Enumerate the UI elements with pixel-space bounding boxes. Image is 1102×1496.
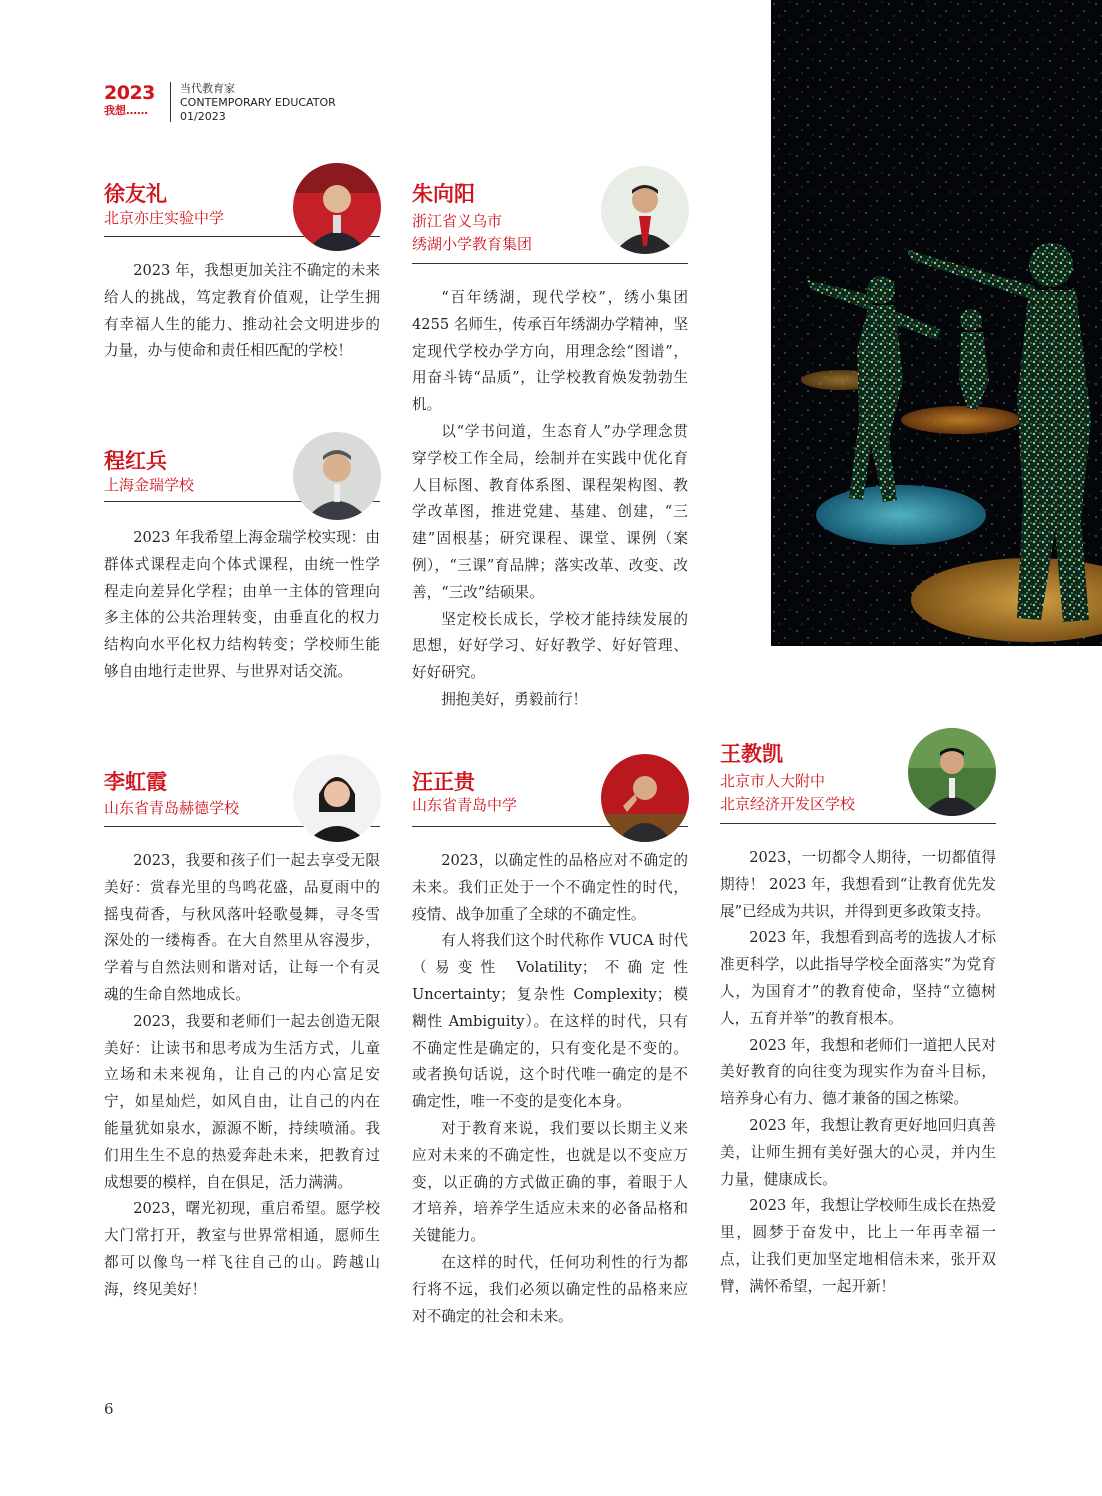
magazine-name-en: CONTEMPORARY EDUCATOR bbox=[180, 96, 336, 109]
avatar bbox=[908, 728, 996, 816]
avatar bbox=[601, 166, 689, 254]
sculpture-photo bbox=[771, 0, 1102, 646]
issue-number: 01/2023 bbox=[180, 110, 226, 123]
avatar bbox=[293, 163, 381, 251]
name-rule bbox=[720, 823, 996, 824]
person-name: 汪正贵 bbox=[412, 770, 475, 794]
person-org: 北京经济开发区学校 bbox=[720, 795, 856, 813]
magazine-name-cn: 当代教育家 bbox=[180, 82, 235, 95]
person-org: 浙江省义乌市 bbox=[412, 212, 503, 230]
person-org: 上海金瑞学校 bbox=[104, 476, 195, 494]
page-number: 6 bbox=[104, 1400, 114, 1418]
person-name: 程红兵 bbox=[104, 449, 167, 473]
person-name: 王教凯 bbox=[720, 742, 783, 766]
avatar bbox=[293, 754, 381, 842]
person-name: 徐友礼 bbox=[104, 182, 167, 206]
person-org: 北京亦庄实验中学 bbox=[104, 209, 225, 227]
person-org: 绣湖小学教育集团 bbox=[412, 235, 533, 253]
header-subtitle: 我想…… bbox=[104, 104, 148, 117]
header-divider bbox=[170, 82, 171, 122]
person-org: 山东省青岛赫德学校 bbox=[104, 799, 240, 817]
avatar bbox=[601, 754, 689, 842]
quote-text: 2023，一切都令人期待，一切都值得期待！ 2023 年，我想看到“让教育优先发展”已经成为共识，并得到更多政策支持。 2023 年，我想看到高考的选拔人才标准更科学，以此指导学校全面落实“为党育人，为国育才”的教育使命，坚持“立德树人，五育并举”的教育根本。 2023 年，我想和老师们一道把人民对美好教育的向往变为现实作为奋斗目标，培养身心有力、德才兼备的国之栋梁。 2023 年，我想让教育更好地回归真善美，让师生拥有美好强大的心灵，并内生力量，健康成长。 2023 年，我想让学校师生成长在热爱里，圆梦于奋发中，比上一年再幸福一点，让我们更加坚定地相信未来，张开双臂，满怀希望，一起开新！ bbox=[720, 849, 996, 1295]
header-year: 2023 bbox=[104, 82, 155, 104]
quote-text: 2023 年我希望上海金瑞学校实现：由群体式课程走向个体式课程，由统一性学程走向差异化学程；由单一主体的管理向多主体的公共治理转变，由垂直化的权力结构向水平化权力结构转变；学校师生能够自由地行走世界、与世界对话交流。 bbox=[104, 529, 380, 680]
person-name: 朱向阳 bbox=[412, 182, 475, 206]
magazine-masthead bbox=[180, 82, 336, 124]
name-rule bbox=[412, 263, 688, 264]
avatar bbox=[293, 432, 381, 520]
quote-text: 2023 年，我想更加关注不确定的未来给人的挑战，笃定教育价值观，让学生拥有幸福人生的能力、推动社会文明进步的力量，办与使命和责任相匹配的学校！ bbox=[104, 262, 380, 360]
quote-text: “百年绣湖，现代学校”，绣小集团 4255 名师生，传承百年绣湖办学精神，坚定现代学校办学方向，用理念绘“图谱”，用奋斗铸“品质”，让学校教育焕发勃勃生机。 以“学书问道，生态育人”办学理念贯穿学校工作全局，绘制并在实践中优化育人目标图、教育体系图、课程架构图、教学改革图，推进党建、基建、创建，“三建”固根基；研究课程、课堂、课例（案例），“三课”育品牌；落实改革、改变、改善，“三改”结硕果。 坚定校长成长，学校才能持续发展的思想，好好学习、好好教学、好好管理、好好研究。 拥抱美好，勇毅前行！ bbox=[412, 289, 688, 708]
quote-text: 2023，我要和孩子们一起去享受无限美好：赏春光里的鸟鸣花盛，品夏雨中的摇曳荷香，与秋风落叶轻歌曼舞，寻冬雪深处的一缕梅香。在大自然里从容漫步，学着与自然法则和谐对话，让每一个有灵魂的生命自然地成长。 2023，我要和老师们一起去创造无限美好：让读书和思考成为生活方式，儿童立场和未来视角，让自己的内心富足安宁，如星灿烂，如风自由，让自己的内在能量犹如泉水，源源不断，持续喷涌。我们用生生不息的热爱奔赴未来，把教育过成想要的模样，自在俱足，活力满满。 2023，曙光初现，重启希望。愿学校大门常打开，教室与世界常相通，愿师生都可以像鸟一样飞往自己的山。跨越山海，终见美好！ bbox=[104, 852, 380, 1298]
person-name: 李虹霞 bbox=[104, 770, 167, 794]
person-org: 山东省青岛中学 bbox=[412, 796, 518, 814]
quote-text: 2023，以确定性的品格应对不确定的未来。我们正处于一个不确定性的时代，疫情、战争加重了全球的不确定性。 有人将我们这个时代称作 VUCA 时代（易变性 Volatility；不确定性 Uncertainty；复杂性 Complexity；模糊性 Ambiguity）。在这样的时代，只有不确定性是确定的，只有变化是不变的。或者换句话说，这个时代唯一确定的是不确定性，唯一不变的是变化本身。 对于教育来说，我们要以长期主义来应对未来的不确定性，也就是以不变应万变，以正确的方式做正确的事，着眼于人才培养，培养学生适应未来的必备品格和关键能力。 在这样的时代，任何功利性的行为都行将不远，我们必须以确定性的品格来应对不确定的社会和未来。 bbox=[412, 852, 688, 1325]
person-org: 北京市人大附中 bbox=[720, 772, 826, 790]
